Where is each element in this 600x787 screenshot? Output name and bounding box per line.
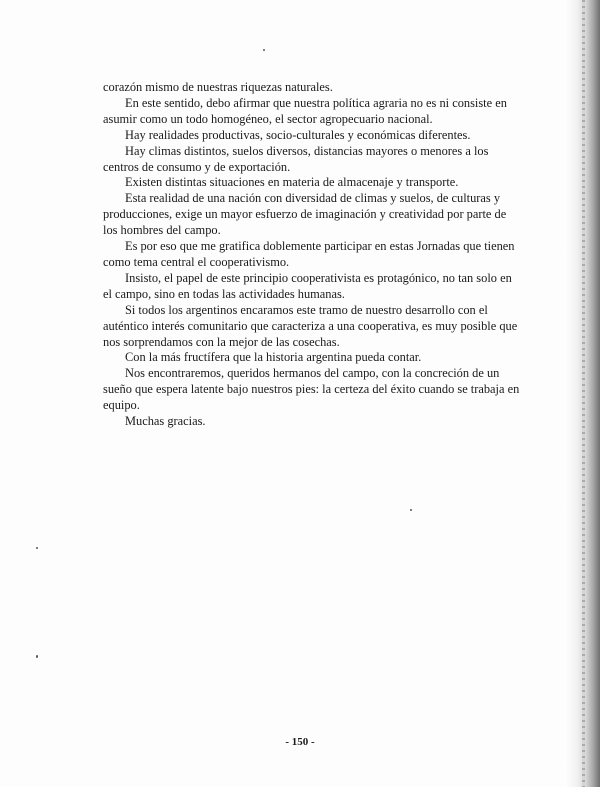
paragraph: Esta realidad de una nación con diversidad de climas y suelos, de culturas y producciones, exige un mayor esfuerzo de imaginación y creatividad por parte de los hombres del campo. bbox=[103, 191, 507, 238]
paragraph: Es por eso que me gratifica doblemente participar en estas Jornadas que tienen como tema central el cooperativismo. bbox=[103, 239, 515, 269]
paragraph: Hay climas distintos, suelos diversos, distancias mayores o menores a los centros de consumo y de exportación. bbox=[103, 143, 489, 174]
paragraph: Si todos los argentinos encaramos este tramo de nuestro desarrollo con el auténtico interés comunitario que caracteriza a una cooperativa, es muy posible que nos sorprendamos con la mejor de las cosechas. bbox=[103, 302, 518, 349]
paragraph: Insisto, el papel de este principio cooperativista es protagónico, no tan solo en el campo, sino en todas las actividades humanas. bbox=[103, 270, 512, 301]
paragraph: Hay realidades productivas, socio-culturales y económicas diferentes. bbox=[125, 127, 471, 142]
paragraph: Muchas gracias. bbox=[125, 414, 206, 429]
paragraph: Nos encontraremos, queridos hermanos del campo, con la concreción de un sueño que espera latente bajo nuestros pies: la certeza del éxito cuando se trabaja en equipo. bbox=[103, 366, 520, 413]
paragraph: corazón mismo de nuestras riquezas naturales. bbox=[103, 80, 333, 94]
body-text bbox=[103, 80, 523, 430]
page-number: - 150 - bbox=[285, 736, 315, 748]
scan-speck bbox=[36, 547, 38, 549]
paragraph: En este sentido, debo afirmar que nuestra política agraria no es ni consiste en asumir como un todo homogéneo, el sector agropecuario nacional. bbox=[103, 95, 507, 126]
paragraph: Existen distintas situaciones en materia de almacenaje y transporte. bbox=[125, 175, 459, 190]
scan-binding-edge bbox=[564, 0, 600, 787]
scan-speck bbox=[263, 49, 265, 51]
scan-speck bbox=[36, 655, 38, 658]
paragraph: Con la más fructífera que la historia argentina pueda contar. bbox=[125, 350, 422, 365]
scan-speck bbox=[410, 509, 412, 511]
